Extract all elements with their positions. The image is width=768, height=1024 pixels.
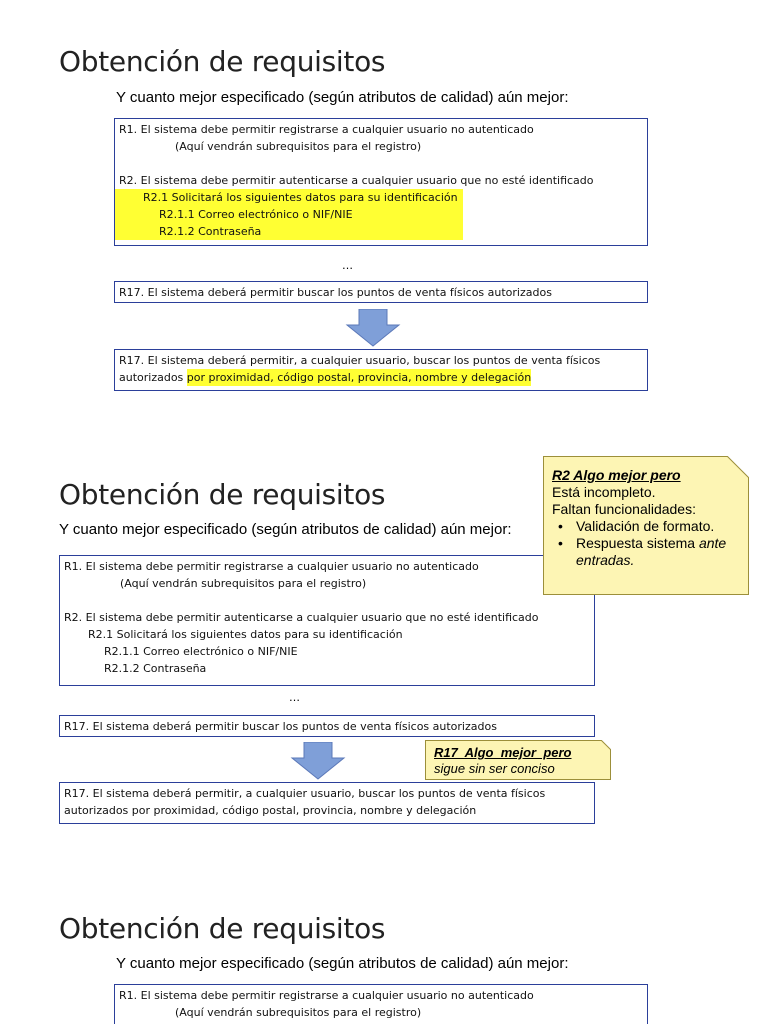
requirement-r17: R17. El sistema deberá permitir buscar los puntos de venta físicos autorizados [119,286,552,299]
requirement-box-r17 [114,281,648,303]
note-r2-line1: Está incompleto. [552,484,656,500]
note-fold-icon [601,740,611,750]
note-r2-title: R2 Algo mejor pero [552,467,681,483]
ellipsis: … [289,691,300,704]
note-r17-title: R17 Algo mejor pero [434,745,572,760]
requirements-box-r1-r2 [59,555,595,686]
down-arrow-icon [290,742,346,780]
requirements-box-r1-r2 [114,984,648,1024]
requirement-r17: R17. El sistema deberá permitir buscar los puntos de venta físicos autorizados [64,720,497,733]
note-r2-bullet1: • Validación de formato. [576,518,740,535]
note-r2-bullet2 [576,535,740,569]
note-r17 [425,740,611,780]
ellipsis: … [342,259,353,272]
requirement-r17-prefix: autorizados [119,371,187,384]
requirement-r2-1-1: R2.1.1 Correo electrónico o NIF/NIE [104,645,298,658]
requirement-r17-highlight: por proximidad, código postal, provincia, nombre y delegación [186,371,532,384]
slide-subtitle: Y cuanto mejor especificado (según atributos de calidad) aún mejor: [116,955,569,972]
slide-title: Obtención de requisitos [59,478,386,511]
slide-3 [0,870,768,1024]
note-r2-line2: Faltan funcionalidades: [552,501,696,517]
slide-2 [0,430,768,870]
requirement-r1: R1. El sistema debe permitir registrarse a cualquier usuario no autenticado [119,123,534,136]
slide-1 [0,0,768,420]
requirement-r1-note: (Aquí vendrán subrequisitos para el registro) [120,577,367,590]
requirement-r2-1-2: R2.1.2 Contraseña [159,225,262,238]
note-r2-list [552,518,740,569]
note-r2-bullet2-italic: ante entradas. [576,535,727,568]
down-arrow-icon [345,309,401,347]
requirement-box-r17-improved [114,349,648,391]
highlighted-subrequirements [115,189,463,240]
requirement-r2-1: R2.1 Solicitará los siguientes datos para su identificación [143,191,458,204]
requirement-r17-improved-line1: R17. El sistema deberá permitir, a cualquier usuario, buscar los puntos de venta físicos [119,354,601,367]
requirement-box-r17 [59,715,595,737]
requirement-r2-1-1: R2.1.1 Correo electrónico o NIF/NIE [159,208,353,221]
requirement-r1: R1. El sistema debe permitir registrarse a cualquier usuario no autenticado [119,989,534,1002]
requirement-r2: R2. El sistema debe permitir autenticarse a cualquier usuario que no esté identificado [119,174,594,187]
slide-title: Obtención de requisitos [59,45,386,78]
slide-subtitle: Y cuanto mejor especificado (según atributos de calidad) aún mejor: [116,89,569,106]
requirement-r1-note: (Aquí vendrán subrequisitos para el registro) [175,140,422,153]
requirement-r2-1-2: R2.1.2 Contraseña [104,662,207,675]
requirement-r17-improved-line2 [119,369,647,386]
note-r2-bullet2-text: Respuesta sistema [576,535,699,551]
requirement-r1: R1. El sistema debe permitir registrarse a cualquier usuario no autenticado [64,560,479,573]
note-r2 [543,456,749,595]
note-fold-icon [727,456,749,478]
requirement-r2: R2. El sistema debe permitir autenticarse a cualquier usuario que no esté identificado [64,611,539,624]
requirement-r17-improved-line2: autorizados por proximidad, código postal, provincia, nombre y delegación [64,804,477,817]
slide-title: Obtención de requisitos [59,912,386,945]
requirement-r17-improved-line1: R17. El sistema deberá permitir, a cualquier usuario, buscar los puntos de venta físicos [64,787,546,800]
requirement-box-r17-improved [59,782,595,824]
slide-subtitle: Y cuanto mejor especificado (según atributos de calidad) aún mejor: [59,521,512,538]
note-r17-line1: sigue sin ser conciso [434,761,555,776]
requirement-r1-note: (Aquí vendrán subrequisitos para el registro) [175,1006,422,1019]
requirements-box-r1-r2 [114,118,648,246]
requirement-r2-1: R2.1 Solicitará los siguientes datos para su identificación [88,628,403,641]
